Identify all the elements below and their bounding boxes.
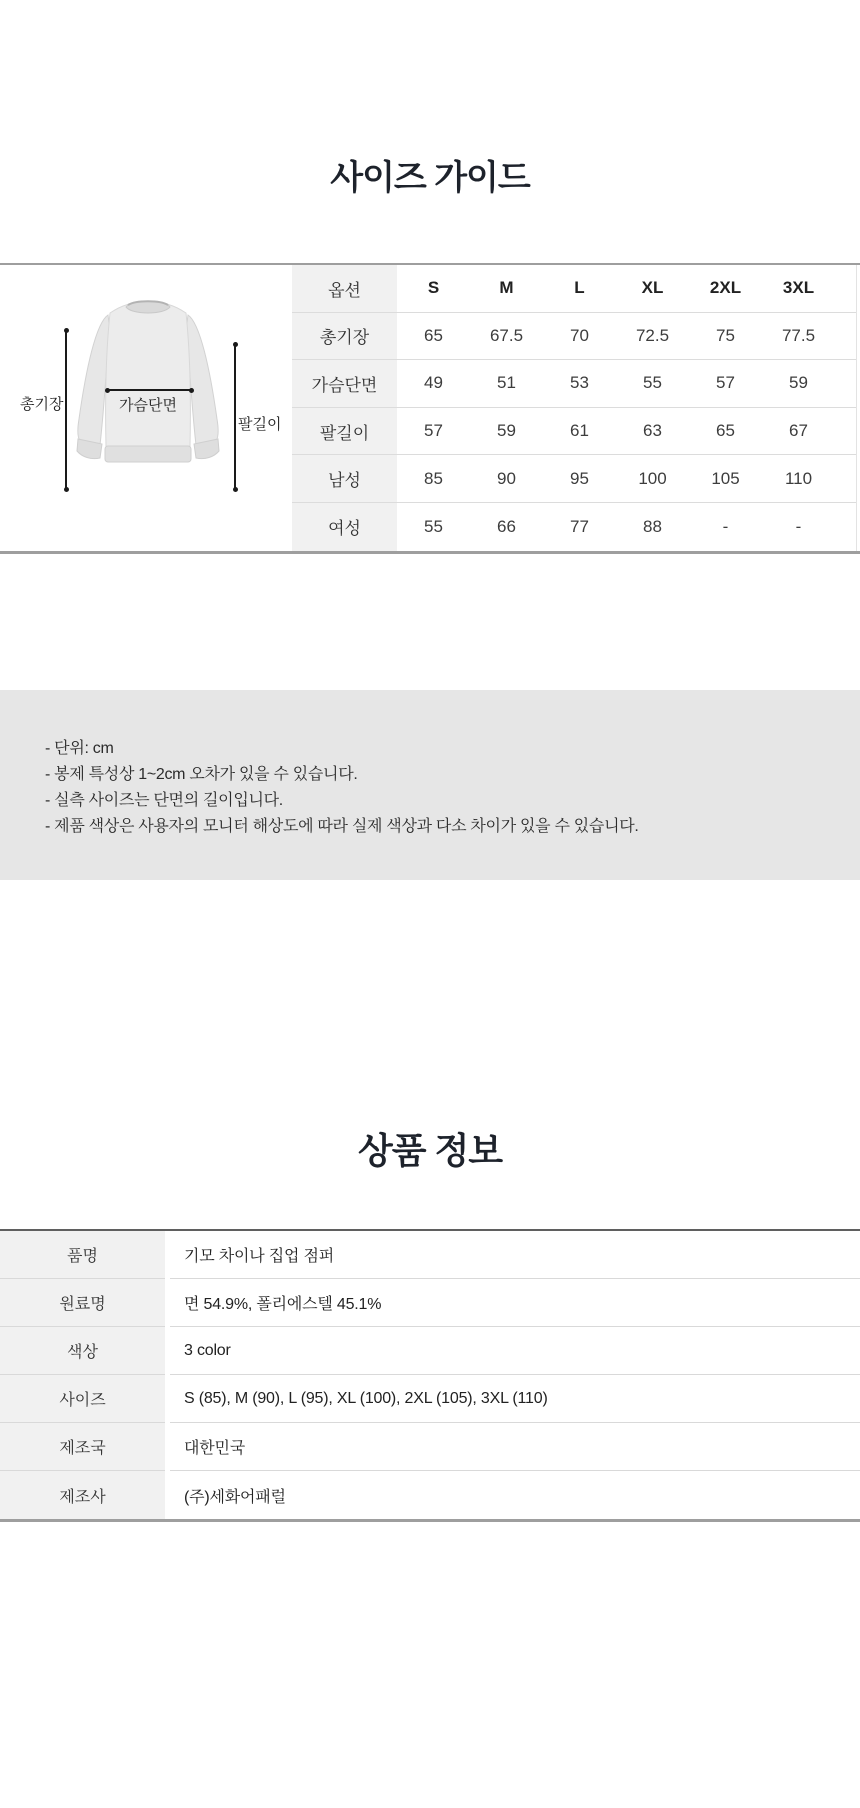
row-value: 기모 차이나 집업 점퍼 xyxy=(170,1231,860,1279)
notice-line: - 봉제 특성상 1~2cm 오차가 있을 수 있습니다. xyxy=(45,766,358,783)
size-cell: 70 xyxy=(543,313,616,361)
size-cell: 63 xyxy=(616,408,689,456)
table-row-country xyxy=(0,1423,860,1471)
spacer-cell xyxy=(835,503,856,551)
notice-line: - 실측 사이즈는 단면의 길이입니다. xyxy=(45,792,283,809)
row-label: 원료명 xyxy=(0,1279,165,1327)
table-row-men xyxy=(292,455,856,503)
table-row-chest xyxy=(292,360,856,408)
total-length-measure-line xyxy=(65,330,67,490)
size-cell: 77 xyxy=(570,516,589,536)
size-cell: - xyxy=(722,516,729,536)
row-label: 남성 xyxy=(292,455,397,503)
row-label: 총기장 xyxy=(292,313,397,361)
size-cell: 49 xyxy=(397,360,470,408)
product-info-title: 상품 정보 xyxy=(357,1130,503,1171)
size-cell: 61 xyxy=(543,408,616,456)
size-cell: 53 xyxy=(543,360,616,408)
table-row-size xyxy=(0,1375,860,1423)
size-cell: 55 xyxy=(616,360,689,408)
spacer-cell xyxy=(835,265,856,313)
size-cell: 85 xyxy=(397,455,470,503)
size-cell: 88 xyxy=(643,516,662,536)
header-cell-m: M xyxy=(470,265,543,313)
row-value: S (85), M (90), L (95), XL (100), 2XL (105), 3XL (110) xyxy=(170,1375,860,1423)
table-row-total-length xyxy=(292,313,856,361)
header-cell-3xl: 3XL xyxy=(762,265,835,313)
chest-width-measure-line xyxy=(107,389,192,391)
row-label: 가슴단면 xyxy=(292,360,397,408)
notice-line: - 단위: cm xyxy=(45,740,114,757)
size-table-header-row xyxy=(292,265,856,313)
table-row-material xyxy=(0,1279,860,1327)
size-notice-box xyxy=(0,690,860,880)
row-label: 제조사 xyxy=(0,1471,165,1519)
table-row-sleeve xyxy=(292,408,856,456)
total-length-label: 총기장 xyxy=(20,396,64,413)
product-info-table xyxy=(0,1229,860,1522)
spacer-cell xyxy=(835,408,856,456)
spacer-cell xyxy=(835,360,856,408)
sweatshirt-image xyxy=(58,291,238,491)
notice-line: - 제품 색상은 사용자의 모니터 해상도에 따라 실제 색상과 다소 차이가 있을 수 있습니다. xyxy=(45,818,639,835)
size-cell: 51 xyxy=(470,360,543,408)
size-cell: 55 xyxy=(424,516,443,536)
table-row-manufacturer xyxy=(0,1471,860,1519)
size-cell: 67.5 xyxy=(470,313,543,361)
size-cell: 59 xyxy=(762,360,835,408)
sleeve-length-measure-line xyxy=(234,344,236,490)
spacer-cell xyxy=(835,313,856,361)
size-cell: 105 xyxy=(689,455,762,503)
header-cell-2xl: 2XL xyxy=(689,265,762,313)
table-row-product-name xyxy=(0,1231,860,1279)
size-guide-section xyxy=(0,263,860,554)
row-value: 면 54.9%, 폴리에스텔 45.1% xyxy=(170,1279,860,1327)
size-guide-table xyxy=(292,265,857,551)
table-row-women xyxy=(292,503,856,551)
size-cell: 100 xyxy=(616,455,689,503)
size-cell: 65 xyxy=(689,408,762,456)
size-cell: 66 xyxy=(497,516,516,536)
size-cell: 75 xyxy=(689,313,762,361)
row-label: 색상 xyxy=(0,1327,165,1375)
size-cell: 65 xyxy=(397,313,470,361)
row-label: 사이즈 xyxy=(0,1375,165,1423)
row-label: 제조국 xyxy=(0,1423,165,1471)
size-cell: 77.5 xyxy=(762,313,835,361)
size-cell: 59 xyxy=(470,408,543,456)
size-cell: 110 xyxy=(762,455,835,503)
header-cell-s: S xyxy=(397,265,470,313)
spacer-cell xyxy=(835,455,856,503)
row-label: 팔길이 xyxy=(292,408,397,456)
header-cell-xl: XL xyxy=(616,265,689,313)
size-cell: - xyxy=(795,516,802,536)
row-value: 3 color xyxy=(170,1327,860,1375)
sleeve-length-label: 팔길이 xyxy=(238,416,282,433)
row-label: 여성 xyxy=(292,503,397,551)
row-label: 품명 xyxy=(0,1231,165,1279)
size-cell: 57 xyxy=(397,408,470,456)
size-cell: 57 xyxy=(689,360,762,408)
header-cell-option: 옵션 xyxy=(292,265,397,313)
size-cell: 67 xyxy=(762,408,835,456)
chest-width-label: 가슴단면 xyxy=(119,397,177,414)
size-cell: 95 xyxy=(543,455,616,503)
table-row-color xyxy=(0,1327,860,1375)
size-guide-title: 사이즈 가이드 xyxy=(330,159,530,197)
header-cell-l: L xyxy=(543,265,616,313)
size-cell: 72.5 xyxy=(616,313,689,361)
row-value: (주)세화어패럴 xyxy=(184,1488,286,1506)
row-value: 대한민국 xyxy=(170,1423,860,1471)
size-cell: 90 xyxy=(470,455,543,503)
